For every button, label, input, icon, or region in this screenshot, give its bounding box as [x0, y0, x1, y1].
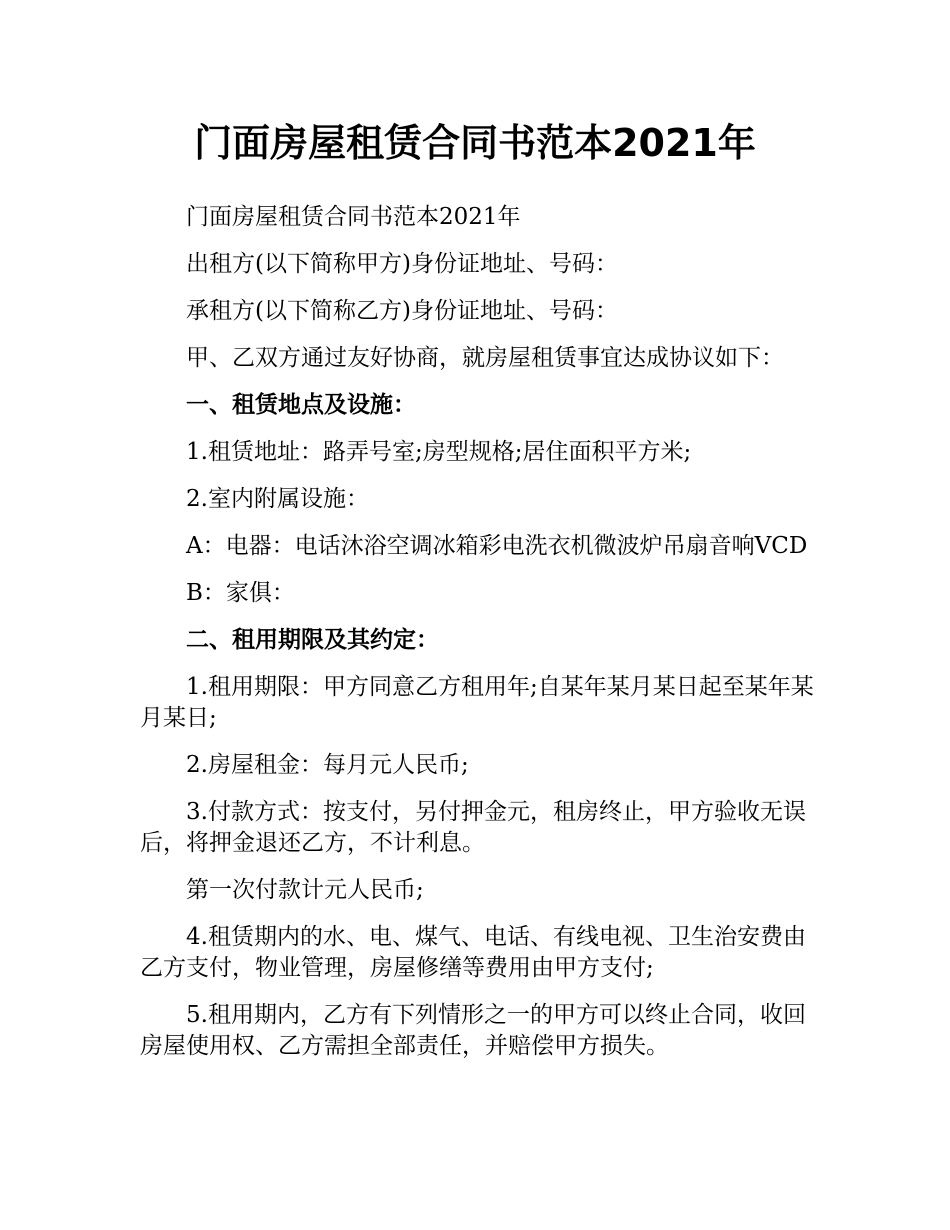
paragraph: B：家俱：	[186, 580, 295, 606]
paragraph: 4.租赁期内的水、电、煤气、电话、有线电视、卫生治安费由乙方支付，物业管理，房屋修缮等费用由甲方支付;	[140, 924, 806, 981]
section-heading: 二、租用期限及其约定：	[186, 627, 439, 653]
section-heading: 一、租赁地点及设施：	[186, 392, 416, 418]
document-body	[140, 202, 820, 1078]
paragraph: 门面房屋租赁合同书范本2021年	[186, 204, 521, 230]
paragraph: 出租方(以下简称甲方)身份证地址、号码：	[186, 251, 618, 277]
paragraph: 5.租用期内，乙方有下列情形之一的甲方可以终止合同，收回房屋使用权、乙方需担全部责任，并赔偿甲方损失。	[140, 1002, 806, 1059]
paragraph: 第一次付款计元人民币;	[186, 877, 424, 903]
paragraph: 承租方(以下简称乙方)身份证地址、号码：	[186, 298, 618, 324]
paragraph: 2.室内附属设施：	[186, 486, 369, 512]
paragraph: 3.付款方式：按支付，另付押金元，租房终止，甲方验收无误后，将押金退还乙方，不计利息。	[140, 799, 806, 856]
paragraph: 2.房屋租金：每月元人民币;	[186, 752, 469, 778]
paragraph: A：电器：电话沐浴空调冰箱彩电洗衣机微波炉吊扇音响VCD	[186, 533, 808, 559]
paragraph: 1.租用期限：甲方同意乙方租用年;自某年某月某日起至某年某月某日;	[140, 674, 814, 731]
paragraph: 甲、乙双方通过友好协商，就房屋租赁事宜达成协议如下：	[186, 345, 784, 371]
document-title: 门面房屋租赁合同书范本2021年	[194, 121, 756, 165]
paragraph: 1.租赁地址：路弄号室;房型规格;居住面积平方米;	[186, 439, 692, 465]
